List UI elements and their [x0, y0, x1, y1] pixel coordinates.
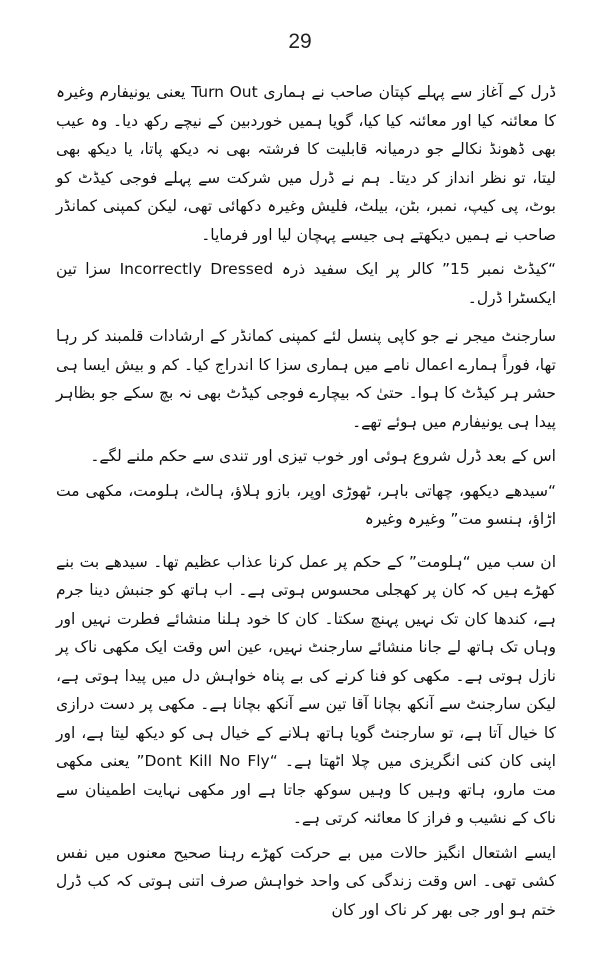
page-body: [56, 78, 556, 924]
spacer: [56, 312, 556, 322]
paragraph-cadet-punishment: “کیڈٹ نمبر 15” کالر پر ایک سفید ذرہ Incorrectly Dressed سزا تین ایکسٹرا ڈرل۔: [56, 260, 556, 307]
paragraph-drill-commands: “سیدھے دیکھو، چھاتی باہر، ٹھوڑی اوپر، بازو ہلاؤ، ہالٹ، ہلومت، مکھی مت اڑاؤ، ہنسو مت” وغیرہ وغیرہ: [56, 481, 556, 528]
paragraph-fly-episode: ان سب میں “ہلومت” کے حکم پر عمل کرنا عذاب عظیم تھا۔ سیدھے بت بنے کھڑے ہیں کہ کان پر کھجلی محسوس ہوتی ہے۔ اب ہاتھ کو جنبش دینا جرم ہے، کندھا کان تک نہیں پہنچ سکتا۔ کان کا خود ہلنا منشائے فطرت نہیں اور وہاں تک ہاتھ لے جانا منشائے سارجنٹ نہیں، عین اس وقت ایک مکھی ناک پر نازل ہوتی ہے۔ مکھی کو فنا کرنے کی بے پناہ خواہش دل میں پیدا ہوتی ہے، لیکن سارجنٹ سے آنکھ بچانا آقا تین سے آنکھ بچانا ہے۔ مکھی پر دست درازی کا خیال آتا ہے، تو سارجنٹ گویا ہاتھ ہلانے کے خیال ہی کو دیکھ لیتا ہے، اور اپنی کان کنی انگریزی میں چلا اٹھتا ہے۔ “Dont Kill No Fly” یعنی مکھی مت مارو، ہاتھ وہیں کا وہیں سوکھ جاتا ہے اور مکھی نہایت اطمینان سے ناک کے نشیب و فراز کا معائنہ کرتی ہے۔: [56, 552, 556, 827]
page-number: 29: [288, 30, 312, 53]
spacer: [56, 534, 556, 548]
paragraph-self-denial: ایسے اشتعال انگیز حالات میں بے حرکت کھڑے رہنا صحیح معنوں میں نفس کشی تھی۔ اس وقت زندگی کی واحد خواہش صرف اتنی ہوتی کہ کب ڈرل ختم ہو اور جی بھر کر ناک اور کان: [56, 843, 556, 919]
paragraph-drill-start: اس کے بعد ڈرل شروع ہوئی اور خوب تیزی اور تندی سے حکم ملنے لگے۔: [90, 447, 556, 465]
paragraph-inspection: ڈرل کے آغاز سے پہلے کپتان صاحب نے ہماری Turn Out یعنی یونیفارم وغیرہ کا معائنہ کیا اور معائنہ کیا کیا، گویا ہمیں خوردبین کے نیچے رکھ دیا۔ وہ عیب بھی ڈھونڈ نکالے جو درمیانہ قابلیت کا فرشتہ بھی نہ دیکھ پاتا، یا دیکھ بھی لیتا، تو نظر انداز کر دیتا۔ ہم نے ڈرل میں شرکت سے پہلے فوجی کیڈٹ کو بوٹ، پی کیپ، نمبر، بٹن، بیلٹ، فلیش وغیرہ دکھائی تھی، لیکن کمپنی کمانڈر صاحب نے ہمیں دیکھتے ہی جیسے پہچان لیا اور فرمایا۔: [56, 83, 557, 244]
paragraph-sergeant-major: سارجنٹ میجر نے جو کاپی پنسل لئے کمپنی کمانڈر کے ارشادات قلمبند کر رہا تھا، فوراً ہمارے اعمال نامے میں ہماری سزا کا اندراج کیا۔ کم و بیش ایسا ہی حشر ہر کیڈٹ کا ہوا۔ حتیٰ کہ بیچارے فوجی کیڈٹ بھی نہ بچ سکے جو بظاہر پیدا ہی یونیفارم میں ہوئے تھے۔: [56, 327, 556, 431]
